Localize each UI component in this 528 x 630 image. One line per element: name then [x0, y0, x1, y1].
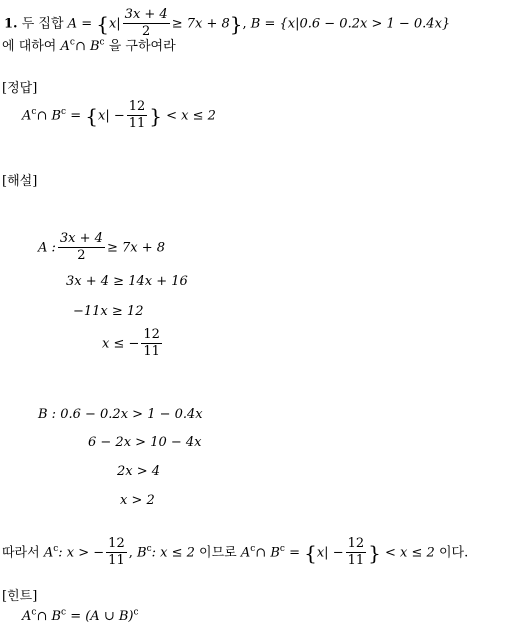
concl-prefix: 따라서 — [2, 545, 40, 561]
concl-set-fraction: $\frac{12}{11}$ — [347, 536, 365, 569]
sup: c — [250, 543, 256, 554]
sol-a-step3: −11x ≥ 12 — [73, 304, 144, 319]
concl-expr-cap: ∩ B — [255, 545, 280, 561]
set-a-rhs: ≥ 7x + 8 — [171, 16, 230, 32]
set-b: B = {x|0.6 − 0.2x > 1 − 0.4x} — [250, 16, 451, 32]
sup: c — [279, 543, 285, 554]
concl-a: A — [43, 545, 54, 561]
concl-mid: 이므로 — [199, 545, 237, 561]
ans-cap: ∩ B — [36, 108, 62, 124]
concl-set-prefix: x| − — [316, 545, 344, 561]
solution-header: [해설] — [2, 174, 38, 189]
concl-b-rest: : x ≤ 2 — [151, 545, 195, 561]
hint-sup: c — [133, 607, 139, 618]
hint-header: [힌트] — [2, 589, 38, 604]
brace-close: } — [368, 540, 381, 565]
a-label: A : — [38, 240, 56, 256]
hint-eq: = (A ∪ B) — [70, 609, 134, 624]
sup: c — [146, 543, 152, 554]
problem-line-1 — [4, 8, 450, 40]
sol-a-step2: 3x + 4 ≥ 14x + 16 — [66, 274, 188, 289]
comma: , — [242, 16, 247, 32]
concl-comma: , — [128, 545, 133, 561]
sup: c — [69, 37, 75, 48]
ans-fraction: $\frac{12}{11}$ — [128, 99, 146, 132]
sol-b-step3: 2x > 4 — [117, 464, 161, 479]
line2-cap: ∩ B — [74, 39, 100, 54]
sol-b-step4: x > 2 — [120, 493, 155, 508]
concl-end: 이다. — [438, 545, 469, 561]
hint-a: A — [22, 609, 32, 624]
ans-eq: = — [70, 108, 82, 124]
hint-cap: ∩ B — [36, 609, 62, 624]
answer-expression — [22, 100, 216, 132]
sol-b-step1: B : 0.6 − 0.2x > 1 − 0.4x — [38, 407, 203, 422]
set-a-fraction: $\frac{3x + 4}{2}$ — [124, 7, 168, 40]
sup: c — [31, 106, 37, 117]
line2-prefix: 에 대하여 — [2, 39, 57, 54]
conclusion-line — [2, 537, 468, 569]
line2-suffix: 을 구하여라 — [108, 39, 176, 54]
a-step4-fraction: $\frac{12}{11}$ — [143, 327, 160, 360]
concl-a-rest: : x > − — [58, 545, 105, 561]
sup: c — [31, 607, 37, 618]
sup: c — [61, 607, 67, 618]
concl-b: B — [137, 545, 147, 561]
hint-expression — [22, 607, 139, 624]
a-rhs: ≥ 7x + 8 — [106, 240, 165, 256]
sol-a-step1 — [38, 232, 165, 264]
sol-b-step2: 6 − 2x > 10 − 4x — [88, 435, 202, 450]
ans-tail: < x ≤ 2 — [166, 108, 216, 124]
concl-tail: < x ≤ 2 — [385, 545, 435, 561]
a-fraction: $\frac{3x + 4}{2}$ — [59, 231, 103, 264]
a-step4-lhs: x ≤ − — [102, 336, 140, 352]
problem-number: 1. — [4, 16, 18, 32]
ans-set-prefix: x| − — [97, 108, 125, 124]
ans-a: A — [22, 108, 32, 124]
concl-eq: = — [289, 545, 300, 561]
sol-a-step4 — [102, 328, 164, 360]
answer-header: [정답] — [2, 81, 38, 96]
brace-close: } — [229, 11, 243, 36]
problem-intro: 두 집합 — [21, 16, 64, 32]
problem-line-2 — [2, 37, 176, 54]
set-a-var: x| — [108, 16, 121, 32]
set-a-label: A = — [67, 16, 97, 32]
sup: c — [61, 106, 67, 117]
brace-open: { — [85, 103, 98, 128]
sup: c — [53, 543, 59, 554]
brace-open: { — [304, 540, 317, 565]
concl-expr-a: A — [240, 545, 251, 561]
sup: c — [99, 37, 105, 48]
brace-close: } — [149, 103, 163, 128]
brace-open: { — [96, 11, 109, 36]
concl-fraction: $\frac{12}{11}$ — [108, 536, 125, 569]
line2-a: A — [60, 39, 70, 54]
